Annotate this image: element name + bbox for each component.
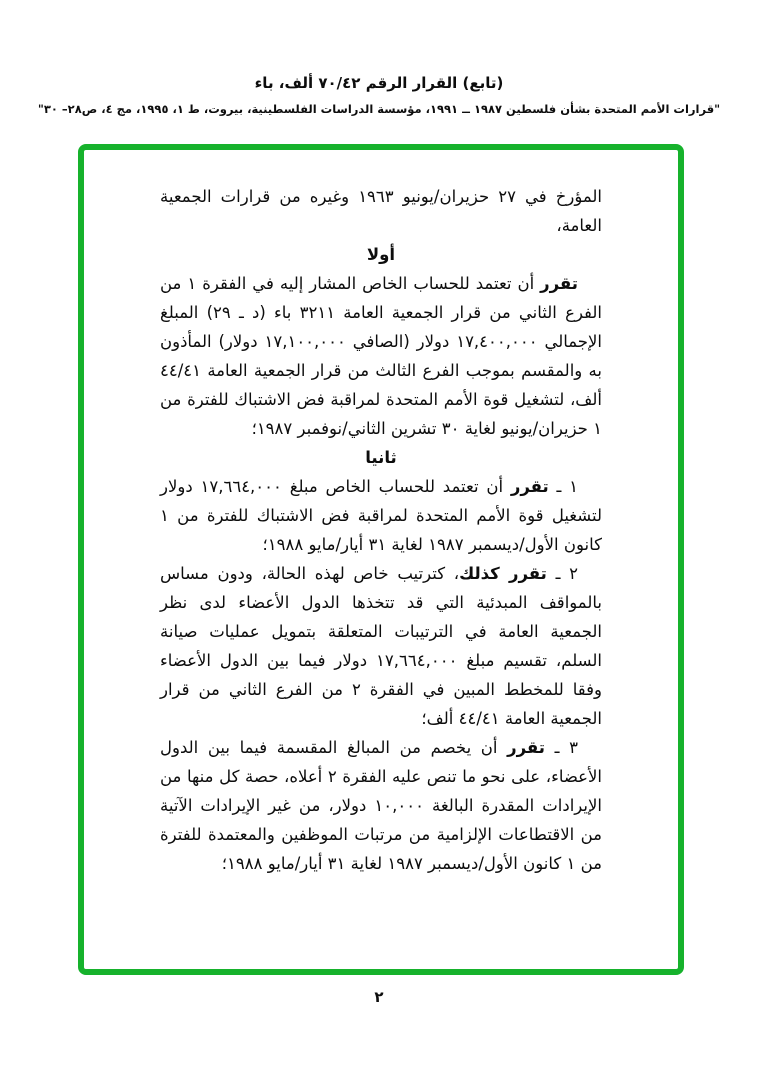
item-1-number: ١ ـ	[548, 477, 578, 496]
item-2-lead-word: تقرر كذلك	[459, 564, 547, 583]
resolution-body	[160, 182, 602, 878]
section-heading-first: أولا	[366, 245, 396, 264]
item-3-lead-word: تقرر	[507, 738, 545, 757]
operative-paragraph-first	[160, 269, 602, 443]
highlight-border-box	[78, 144, 684, 975]
preamble-paragraph: المؤرخ في ٢٧ حزيران/يونيو ١٩٦٣ وغيره من قرارات الجمعية العامة،	[160, 187, 602, 235]
numbered-item-3	[160, 733, 602, 878]
numbered-item-2	[160, 559, 602, 733]
operative-paragraph-first-text: أن تعتمد للحساب الخاص المشار إليه في الفقرة ١ من الفرع الثاني من قرار الجمعية العامة ٣٢١١ باء (د ـ ٢٩) المبلغ الإجمالي ١٧,٤٠٠,٠٠٠ دولار (الصافي ١٧,١٠٠,٠٠٠ دولار) المأذون به والمقسم بموجب الفرع الثالث من قرار الجمعية العامة ٤٤/٤١ ألف، لتشغيل قوة الأمم المتحدة لمراقبة فض الاشتباك للفترة من ١ حزيران/يونيو لغاية ٣٠ تشرين الثاني/نوفمبر ١٩٨٧؛	[160, 274, 603, 438]
numbered-item-1	[160, 472, 602, 559]
item-1-lead-word: تقرر	[510, 477, 549, 496]
item-2-number: ٢ ـ	[546, 564, 578, 583]
section-heading-second: ثانيا	[365, 448, 397, 467]
resolution-title: (تابع) القرار الرقم ٧٠/٤٢ ألف، باء	[254, 74, 504, 92]
item-3-text: أن يخصم من المبالغ المقسمة فيما بين الدول الأعضاء، على نحو ما تنص عليه الفقرة ٢ أعلاه، حصة كل منها من الإيرادات المقدرة البالغة ١٠,٠٠٠ دولار، من غير الإيرادات الآتية من الاقتطاعات الإلزامية من مرتبات الموظفين والمعتمدة للفترة من ١ كانون الأول/ديسمبر ١٩٨٧ لغاية ٣١ أيار/مايو ١٩٨٨؛	[160, 738, 603, 873]
item-3-number: ٣ ـ	[545, 738, 578, 757]
source-citation: "قرارات الأمم المتحدة بشأن فلسطين ١٩٨٧ ــ ١٩٩١، مؤسسة الدراسات الفلسطينية، بيروت، ط ١، ١٩٩٥، مج ٤، ص٢٨– ٣٠"	[37, 102, 721, 116]
item-1-text: أن تعتمد للحساب الخاص مبلغ ١٧,٦٦٤,٠٠٠ دولار لتشغيل قوة الأمم المتحدة لمراقبة فض الاشتباك للفترة من ١ كانون الأول/ديسمبر ١٩٨٧ لغاية ٣١ أيار/مايو ١٩٨٨؛	[160, 477, 602, 554]
page-number: ٢	[374, 988, 384, 1006]
decides-lead-word: تقرر	[540, 274, 578, 293]
item-2-text: ، كترتيب خاص لهذه الحالة، ودون مساس بالمواقف المبدئية التي قد تتخذها الدول الأعضاء لدى نظر الجمعية العامة في الترتيبات المتعلقة بتمويل عمليات صيانة السلم، تقسيم مبلغ ١٧,٦٦٤,٠٠٠ دولار فيما بين الدول الأعضاء وفقا للمخطط المبين في الفقرة ٢ من الفرع الثاني من قرار الجمعية العامة ٤٤/٤١ ألف؛	[160, 564, 602, 728]
